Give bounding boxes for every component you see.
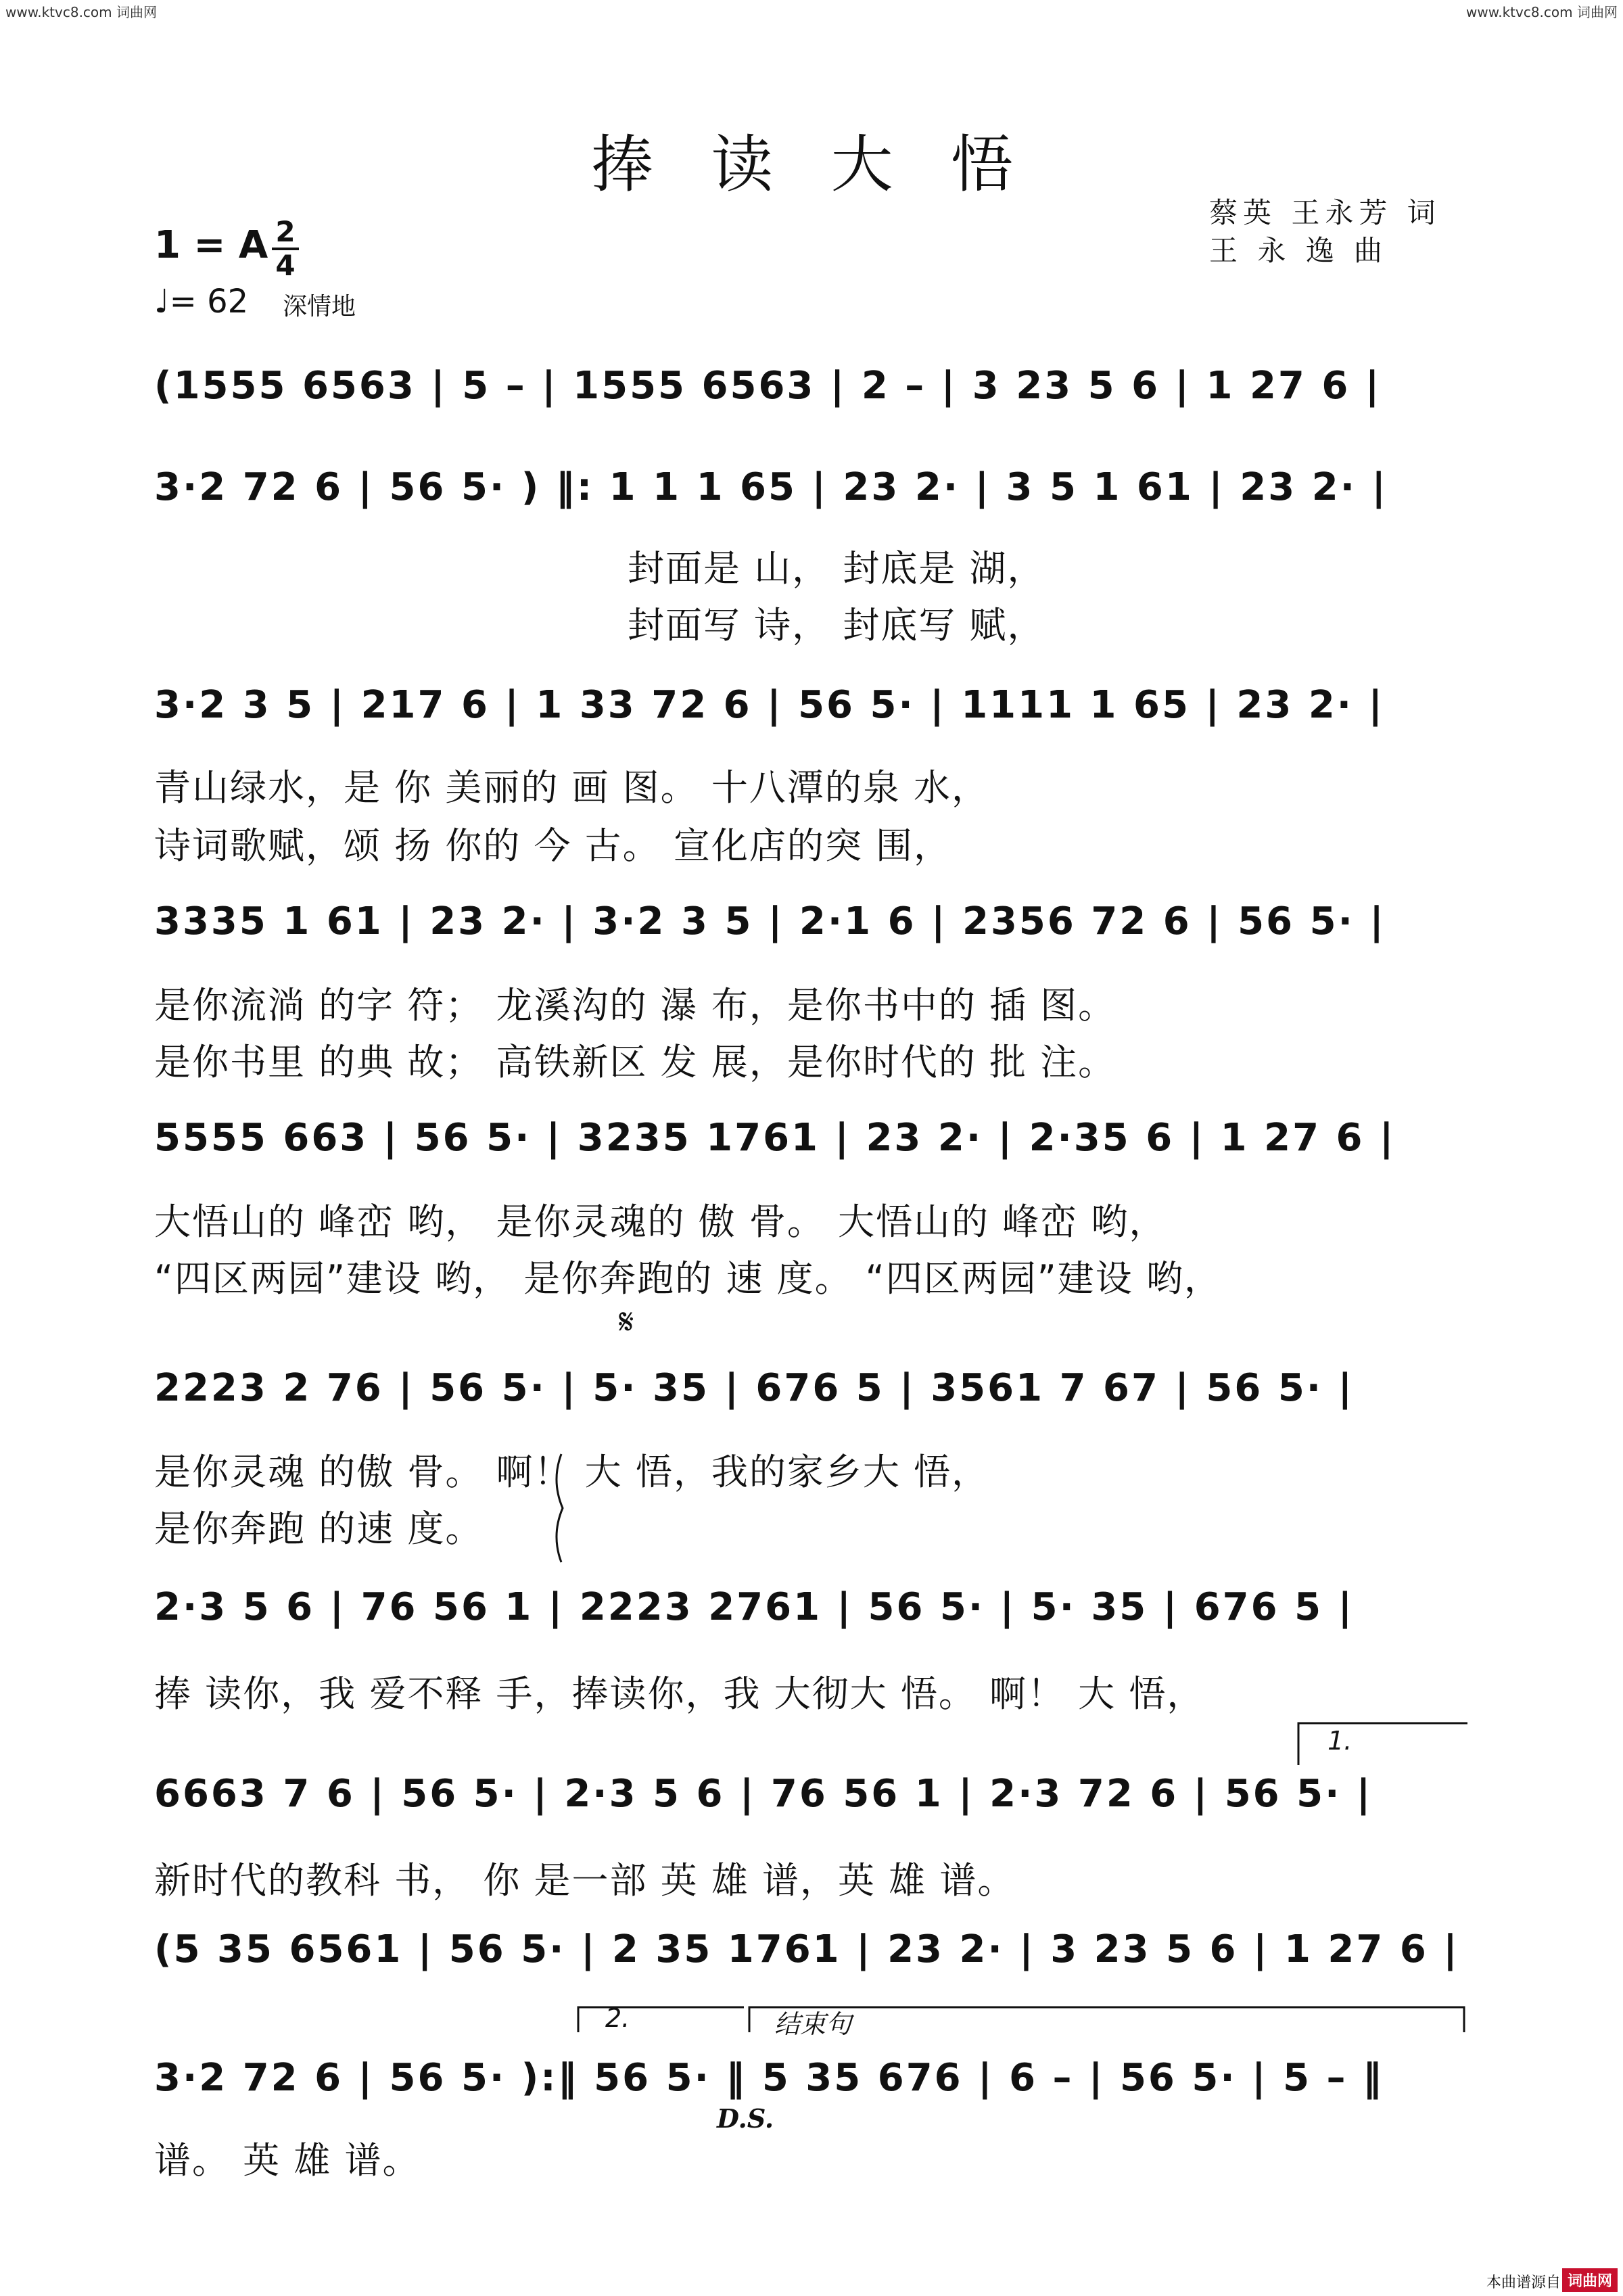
- system-5-lyric-1: 大悟山的 峰峦 哟， 是你灵魂的 傲 骨。 大悟山的 峰峦 哟，: [154, 1200, 1167, 1243]
- volta-2-bracket: [578, 2007, 744, 2032]
- ending-label: 结束句: [774, 2009, 852, 2039]
- system-4-notes: 3335 1 61 | 23 2· | 3·2 3 5 | 2·1 6 | 2356 72 6 | 56 5· |: [154, 899, 1386, 943]
- system-5-notes: 5555 663 | 56 5· | 3235 1761 | 23 2· | 2·35 6 | 1 27 6 |: [154, 1116, 1396, 1160]
- system-2-lyric-2: 封面写 诗， 封底写 赋，: [628, 604, 1045, 647]
- system-3-notes: 3·2 3 5 | 217 6 | 1 33 72 6 | 56 5· | 1111 1 65 | 23 2· |: [154, 683, 1385, 727]
- system-3-lyric-2: 诗词歌赋，颂 扬 你的 今 古。 宣化店的突 围，: [154, 824, 951, 867]
- expression-mark: 深情地: [283, 293, 356, 321]
- system-4-lyric-1: 是你流淌 的字 符； 龙溪沟的 瀑 布，是你书中的 插 图。: [154, 984, 1116, 1027]
- system-8-lyric-1: 新时代的教科 书， 你 是一部 英 雄 谱，英 雄 谱。: [154, 1859, 1016, 1902]
- site-watermark-right: www.ktvc8.com 词曲网: [1465, 4, 1618, 20]
- song-title: 捧 读 大 悟: [591, 128, 1032, 201]
- system-10-lyric-1: 谱。 英 雄 谱。: [154, 2139, 421, 2182]
- segno-icon: 𝄋: [619, 1302, 634, 1342]
- site-watermark-left: www.ktvc8.com 词曲网: [5, 4, 158, 20]
- time-signature-top: 2: [275, 215, 296, 248]
- volta-2-label: 2.: [605, 2003, 630, 2033]
- quarter-note-icon: ♩: [154, 283, 170, 321]
- system-6-lyric-1: 是你灵魂 的傲 骨。 啊！ 大 悟，我的家乡大 悟，: [154, 1451, 989, 1493]
- ending-bracket: [749, 2007, 1464, 2032]
- lyricist-credit: 蔡英 王永芳 词: [1209, 196, 1441, 229]
- system-3-lyric-1: 青山绿水，是 你 美丽的 画 图。 十八潭的泉 水，: [154, 766, 989, 809]
- system-7-lyric-1: 捧 读你，我 爱不释 手，捧读你，我 大彻大 悟。 啊！ 大 悟，: [154, 1672, 1205, 1715]
- key-signature: 1 = A: [154, 223, 268, 267]
- system-5-lyric-2: “四区两园”建设 哟， 是你奔跑的 速 度。 “四区两园”建设 哟，: [154, 1257, 1222, 1300]
- time-signature-bottom: 4: [275, 249, 296, 282]
- footer-source: 本曲谱源自: [1486, 2274, 1561, 2291]
- system-7-notes: 2·3 5 6 | 76 56 1 | 2223 2761 | 56 5· | 5· 35 | 676 5 |: [154, 1585, 1355, 1629]
- system-6-notes: 2223 2 76 | 56 5· | 5· 35 | 676 5 | 3561 7 67 | 56 5· |: [154, 1366, 1355, 1410]
- tempo-value: = 62: [169, 283, 249, 321]
- system-4-lyric-2: 是你书里 的典 故； 高铁新区 发 展，是你时代的 批 注。: [154, 1041, 1116, 1083]
- system-2-lyric-1: 封面是 山， 封底是 湖，: [628, 547, 1045, 590]
- system-1-notes: (1555 6563 | 5 – | 1555 6563 | 2 – | 3 23 5 6 | 1 27 6 |: [154, 364, 1382, 408]
- volta-1-bracket: [1298, 1723, 1467, 1765]
- footer-brand: 词曲网: [1562, 2268, 1618, 2292]
- system-9-notes: (5 35 6561 | 56 5· | 2 35 1761 | 23 2· | 3 23 5 6 | 1 27 6 |: [154, 1927, 1459, 1971]
- composer-credit: 王 永 逸 曲: [1209, 234, 1388, 267]
- volta-1-label: 1.: [1327, 1726, 1352, 1756]
- verse-brace: [557, 1454, 563, 1562]
- system-8-notes: 6663 7 6 | 56 5· | 2·3 5 6 | 76 56 1 | 2·3 72 6 | 56 5· |: [154, 1772, 1373, 1816]
- system-2-notes: 3·2 72 6 | 56 5· ) ‖: 1 1 1 65 | 23 2· | 3 5 1 61 | 23 2· |: [154, 465, 1388, 509]
- ds-mark: D.S.: [717, 2103, 774, 2134]
- system-6-lyric-2: 是你奔跑 的速 度。: [154, 1507, 484, 1550]
- system-10-notes: 3·2 72 6 | 56 5· ):‖ 56 5· ‖ 5 35 676 | 6 – | 56 5· | 5 – ‖: [154, 2056, 1384, 2100]
